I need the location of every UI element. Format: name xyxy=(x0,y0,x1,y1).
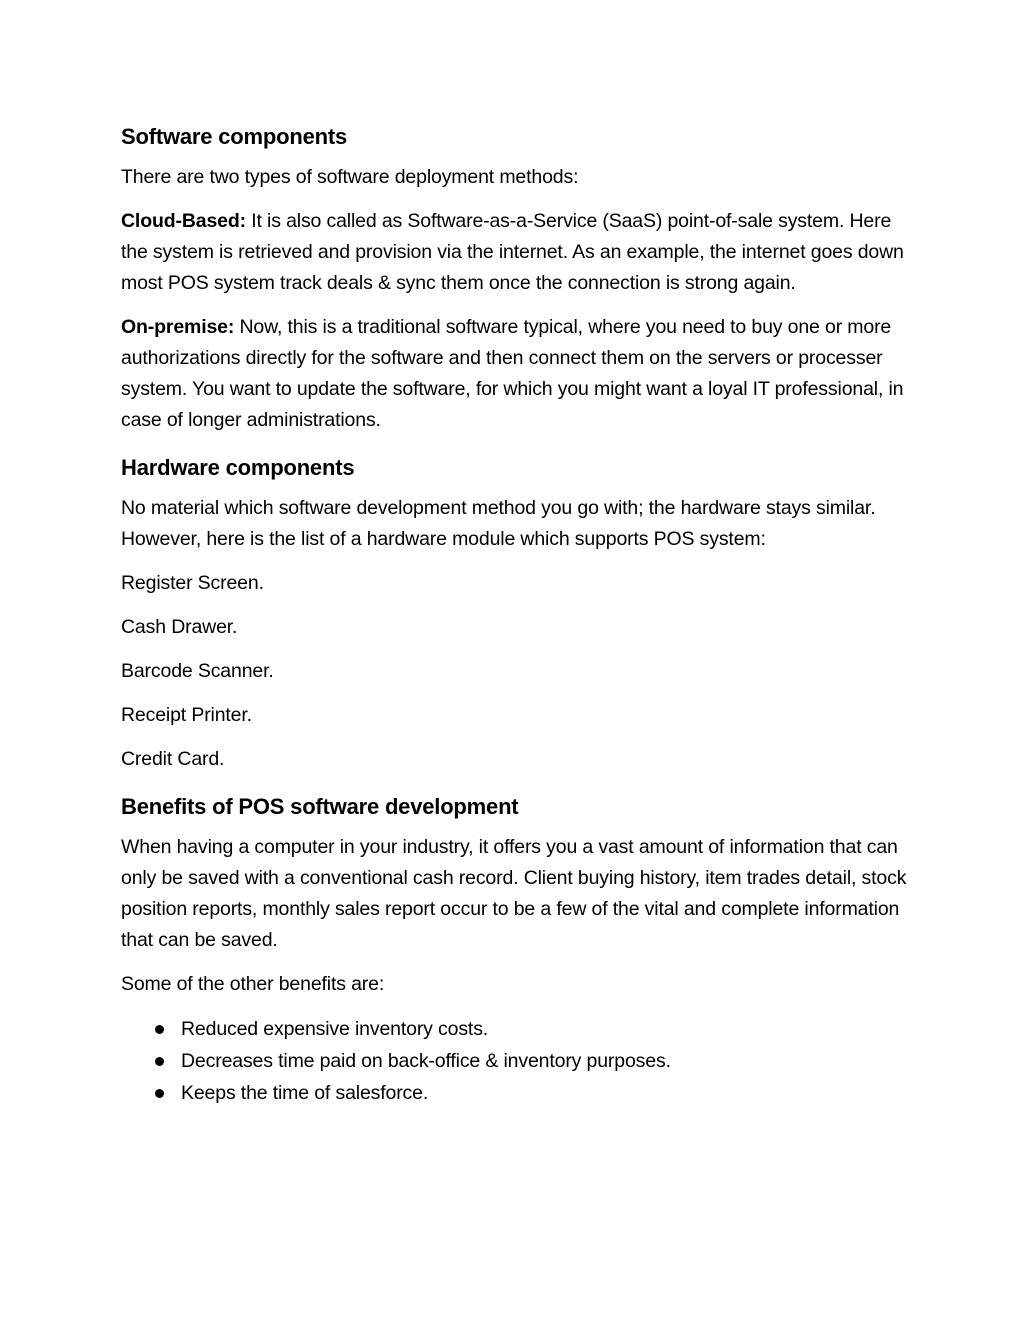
hardware-item: Register Screen. xyxy=(121,572,264,594)
benefits-heading: Benefits of POS software development xyxy=(121,794,519,819)
benefit-text: Keeps the time of salesforce. xyxy=(181,1082,429,1104)
hardware-item: Barcode Scanner. xyxy=(121,660,274,682)
software-intro: There are two types of software deployment methods: xyxy=(121,166,579,188)
cloud-based-paragraph xyxy=(121,206,911,299)
cloud-based-text: It is also called as Software-as-a-Service (SaaS) point-of-sale system. Here the system is retrieved and provision via the internet. As an example, the internet goes down most POS system track deals & sync them once the connection is strong again. xyxy=(121,210,904,294)
benefit-text: Reduced expensive inventory costs. xyxy=(181,1018,489,1040)
benefit-list-item xyxy=(121,1077,911,1109)
bullet-icon xyxy=(155,1089,164,1098)
bullet-icon xyxy=(155,1025,164,1034)
hardware-item: Credit Card. xyxy=(121,748,225,770)
hardware-item: Cash Drawer. xyxy=(121,616,238,638)
hardware-intro: No material which software development method you go with; the hardware stays similar. However, here is the list of a hardware module which supports POS system: xyxy=(121,497,876,550)
hardware-item: Receipt Printer. xyxy=(121,704,252,726)
software-components-heading: Software components xyxy=(121,124,348,149)
cloud-based-label: Cloud-Based: xyxy=(121,210,246,232)
bullet-icon xyxy=(155,1057,164,1066)
benefits-list xyxy=(121,1013,911,1109)
benefit-list-item xyxy=(121,1013,911,1045)
benefits-intro: When having a computer in your industry, it offers you a vast amount of information that can only be saved with a conventional cash record. Client buying history, item trades detail, stock position reports, monthly sales report occur to be a few of the vital and complete information that can be saved. xyxy=(121,836,907,951)
document-body xyxy=(121,118,911,1109)
benefit-text: Decreases time paid on back-office & inventory purposes. xyxy=(181,1050,671,1072)
benefit-list-item xyxy=(121,1045,911,1077)
hardware-components-heading: Hardware components xyxy=(121,455,355,480)
other-benefits-label: Some of the other benefits are: xyxy=(121,973,385,995)
on-premise-label: On-premise: xyxy=(121,316,235,338)
on-premise-paragraph xyxy=(121,312,911,436)
on-premise-text: Now, this is a traditional software typical, where you need to buy one or more authorizations directly for the software and then connect them on the servers or processer system. You want to update the software, for which you might want a loyal IT professional, in case of longer administrations. xyxy=(121,316,904,431)
